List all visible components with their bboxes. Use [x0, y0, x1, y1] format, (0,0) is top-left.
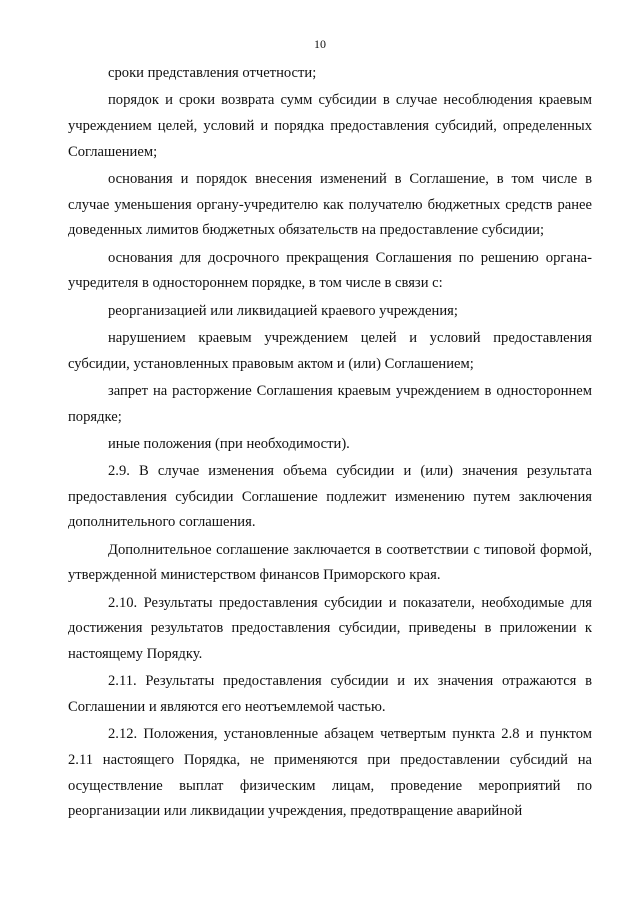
paragraph-refund-procedure: порядок и сроки возврата сумм субсидии в случае несоблюдения краевым учреждением целей, условий и порядка предоставления субсидий, определенных Соглашением;	[68, 92, 592, 160]
paragraph-violation: нарушением краевым учреждением целей и условий предоставления субсидии, установленных правовым актом и (или) Соглашением;	[68, 329, 592, 372]
document-body	[68, 61, 592, 825]
paragraph-2-11: 2.11. Результаты предоставления субсидии и их значения отражаются в Соглашении и являются его неотъемлемой частью.	[68, 673, 592, 716]
paragraph-early-termination: основания для досрочного прекращения Соглашения по решению органа-учредителя в одностороннем порядке, в том числе в связи с:	[68, 249, 592, 292]
paragraph-2-10: 2.10. Результаты предоставления субсидии и показатели, необходимые для достижения результатов предоставления субсидии, приведены в приложении к настоящему Порядку.	[68, 594, 592, 663]
page-number: 10	[314, 37, 326, 51]
paragraph-additional-agreement: Дополнительное соглашение заключается в соответствии с типовой формой, утвержденной министерством финансов Приморского края.	[68, 541, 592, 584]
paragraph-reorganization: реорганизацией или ликвидацией краевого учреждения;	[108, 302, 458, 319]
paragraph-2-12: 2.12. Положения, установленные абзацем четвертым пункта 2.8 и пунктом 2.11 настоящего Порядка, не применяются при предоставлении субсидий на осуществление выплат физическим лицам, проведение мероприятий по реорганизации или ликвидации учреждения, предотвращение аварийной	[68, 726, 592, 820]
paragraph-2-9: 2.9. В случае изменения объема субсидии и (или) значения результата предоставления субсидии Соглашение подлежит изменению путем заключения дополнительного соглашения.	[68, 463, 592, 531]
paragraph-reporting-deadlines: сроки представления отчетности;	[108, 65, 317, 81]
paragraph-amendment-grounds: основания и порядок внесения изменений в Соглашение, в том числе в случае уменьшения органу-учредителю как получателю бюджетных средств ранее доведенных лимитов бюджетных обязательств на предоставление субсидии;	[68, 170, 592, 239]
paragraph-other-provisions: иные положения (при необходимости).	[108, 435, 350, 452]
paragraph-termination-ban: запрет на расторжение Соглашения краевым учреждением в одностороннем порядке;	[68, 382, 592, 425]
